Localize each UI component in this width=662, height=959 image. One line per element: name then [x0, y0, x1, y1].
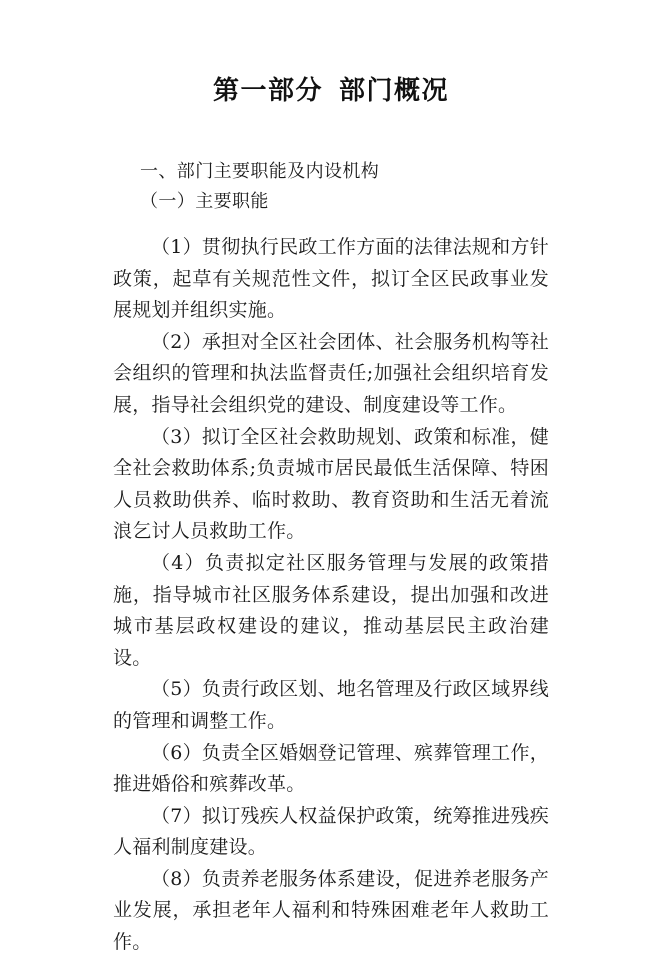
body-paragraph-7: （7）拟订残疾人权益保护政策，统筹推进残疾人福利制度建设。: [113, 804, 549, 859]
body-paragraph-6: （6）负责全区婚姻登记管理、殡葬管理工作，推进婚俗和殡葬改革。: [113, 741, 549, 796]
document-body: [113, 156, 549, 959]
page-title: 第一部分 部门概况: [212, 76, 449, 105]
section-heading-1: 一、部门主要职能及内设机构: [140, 161, 380, 181]
body-paragraph-4: （4）负责拟定社区服务管理与发展的政策措施，指导城市社区服务体系建设，提出加强和改进城市基层政权建设的建议，推动基层民主政治建设。: [113, 551, 549, 669]
subsection-heading-1: （一）主要职能: [140, 191, 269, 211]
body-paragraph-3: （3）拟订全区社会救助规划、政策和标准，健全社会救助体系;负责城市居民最低生活保障、特困人员救助供养、临时救助、教育资助和生活无着流浪乞讨人员救助工作。: [113, 425, 549, 543]
body-paragraph-8: （8）负责养老服务体系建设，促进养老服务产业发展，承担老年人福利和特殊困难老年人救助工作。: [113, 867, 549, 954]
body-paragraph-1: （1）贯彻执行民政工作方面的法律法规和方针政策，起草有关规范性文件，拟订全区民政事业发展规划并组织实施。: [113, 236, 549, 322]
body-paragraph-2: （2）承担对全区社会团体、社会服务机构等社会组织的管理和执法监督责任;加强社会组织培育发展，指导社会组织党的建设、制度建设等工作。: [113, 330, 549, 416]
body-paragraph-5: （5）负责行政区划、地名管理及行政区域界线的管理和调整工作。: [113, 678, 549, 732]
